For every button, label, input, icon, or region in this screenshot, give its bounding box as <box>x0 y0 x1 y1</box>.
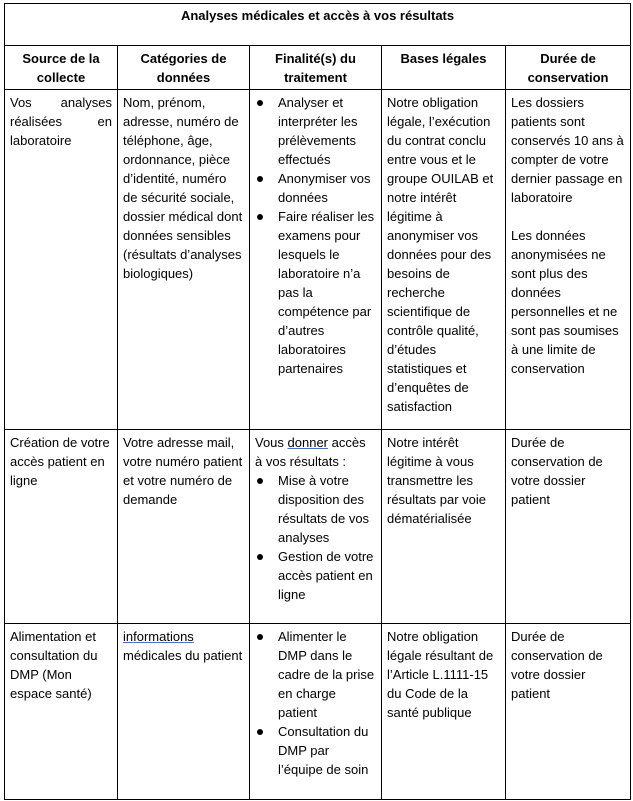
bullet-icon <box>257 478 263 484</box>
list-item: Alimenter le DMP dans le cadre de la prise en charge patient <box>255 627 376 722</box>
table-row <box>5 624 631 800</box>
retention-text: Les données anonymisées ne sont plus des données personnelles et ne sont pas soumises à une limite de conservation <box>511 228 619 376</box>
row1-purposes <box>250 90 382 430</box>
header-source: Source de la collecte <box>5 46 118 90</box>
row3-retention: Durée de conservation de votre dossier patient <box>506 624 631 800</box>
list-item: Mise à votre disposition des résultats de vos analyses <box>255 471 376 547</box>
row2-purposes <box>250 430 382 624</box>
table-title: Analyses médicales et accès à vos résultats <box>5 4 631 46</box>
list-item: Analyser et interpréter les prélèvements effectués <box>255 93 376 169</box>
bullet-icon <box>257 214 263 220</box>
retention-text: Les dossiers patients sont conservés 10 ans à compter de votre dernier passage en laboratoire <box>511 95 624 205</box>
header-row <box>5 46 631 90</box>
title-row <box>5 4 631 46</box>
header-legal: Bases légales <box>382 46 506 90</box>
row3-categories: informations médicales du patient <box>118 624 250 800</box>
row3-purposes <box>250 624 382 800</box>
list-item: Gestion de votre accès patient en ligne <box>255 547 376 604</box>
row2-categories: Votre adresse mail, votre numéro patient et votre numéro de demande <box>118 430 250 624</box>
header-purposes: Finalité(s) du traitement <box>250 46 382 90</box>
list-item: Faire réaliser les examens pour lesquels le laboratoire n’a pas la compétence par d’autres laboratoires partenaires <box>255 207 376 378</box>
row2-legal: Notre intérêt légitime à vous transmettre les résultats par voie dématérialisée <box>382 430 506 624</box>
header-categories: Catégories de données <box>118 46 250 90</box>
header-retention: Durée de conservation <box>506 46 631 90</box>
row1-legal: Notre obligation légale, l’exécution du contrat conclu entre vous et le groupe OUILAB et notre intérêt légitime à anonymiser vos données pour des besoins de recherche scientifique de contrôle qualité, d’études statistiques et d’enquêtes de satisfaction <box>382 90 506 430</box>
bullet-icon <box>257 100 263 106</box>
bullet-icon <box>257 634 263 640</box>
row3-legal: Notre obligation légale résultant de l’Article L.1111-15 du Code de la santé publique <box>382 624 506 800</box>
row2-source: Création de votre accès patient en ligne <box>5 430 118 624</box>
bullet-icon <box>257 554 263 560</box>
table-row <box>5 90 631 430</box>
row2-retention: Durée de conservation de votre dossier patient <box>506 430 631 624</box>
list-item: Anonymiser vos données <box>255 169 376 207</box>
row1-categories: Nom, prénom, adresse, numéro de téléphone, âge, ordonnance, pièce d’identité, numéro de sécurité sociale, dossier médical dont données sensibles (résultats d’analyses biologiques) <box>118 90 250 430</box>
table-row <box>5 430 631 624</box>
bullet-icon <box>257 176 263 182</box>
list-item: Consultation du DMP par l’équipe de soin <box>255 722 376 779</box>
privacy-table <box>4 3 631 800</box>
bullet-icon <box>257 729 263 735</box>
row1-retention <box>506 90 631 430</box>
purposes-intro: Vous donner accès à vos résultats : <box>255 435 366 469</box>
row3-source: Alimentation et consultation du DMP (Mon espace santé) <box>5 624 118 800</box>
row1-source: Vos analyses réalisées en laboratoire <box>5 90 118 430</box>
